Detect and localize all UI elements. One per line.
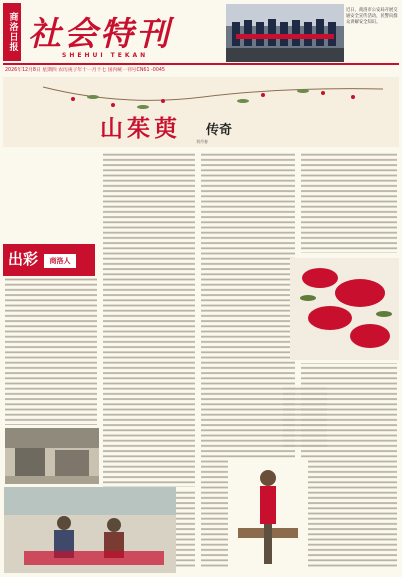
byline: 刘丹春 [196, 139, 208, 144]
newspaper-subtitle: SHEHUI TEKAN [62, 52, 149, 59]
column-tag-sub: 商洛人 [44, 254, 76, 268]
side-banner: 商洛日报 [3, 3, 21, 61]
column-tag-main: 出彩 [8, 250, 39, 268]
worker-photo [228, 458, 308, 568]
headline-rest: 传奇 [206, 123, 233, 138]
masthead-rule [3, 63, 399, 65]
farmers-photo [4, 487, 176, 573]
village-photo [5, 428, 99, 484]
newspaper-title: 社会特刊 [28, 14, 172, 53]
photo-caption: 近日，商洛市公安局开展交通安全宣传活动，民警向群众讲解安全知识。 [346, 8, 398, 25]
headline-band [3, 77, 399, 147]
branch-illustration [3, 77, 399, 147]
dateline: 2026年12月8日 星期四 农历庚子年十一月十七 国内统一刊号CN61 -0045 [5, 68, 165, 73]
red-fruit-photo [290, 258, 399, 360]
headline-main: 山茱萸 [100, 115, 181, 142]
crowd-photo [226, 4, 344, 62]
top-photo [226, 4, 344, 62]
